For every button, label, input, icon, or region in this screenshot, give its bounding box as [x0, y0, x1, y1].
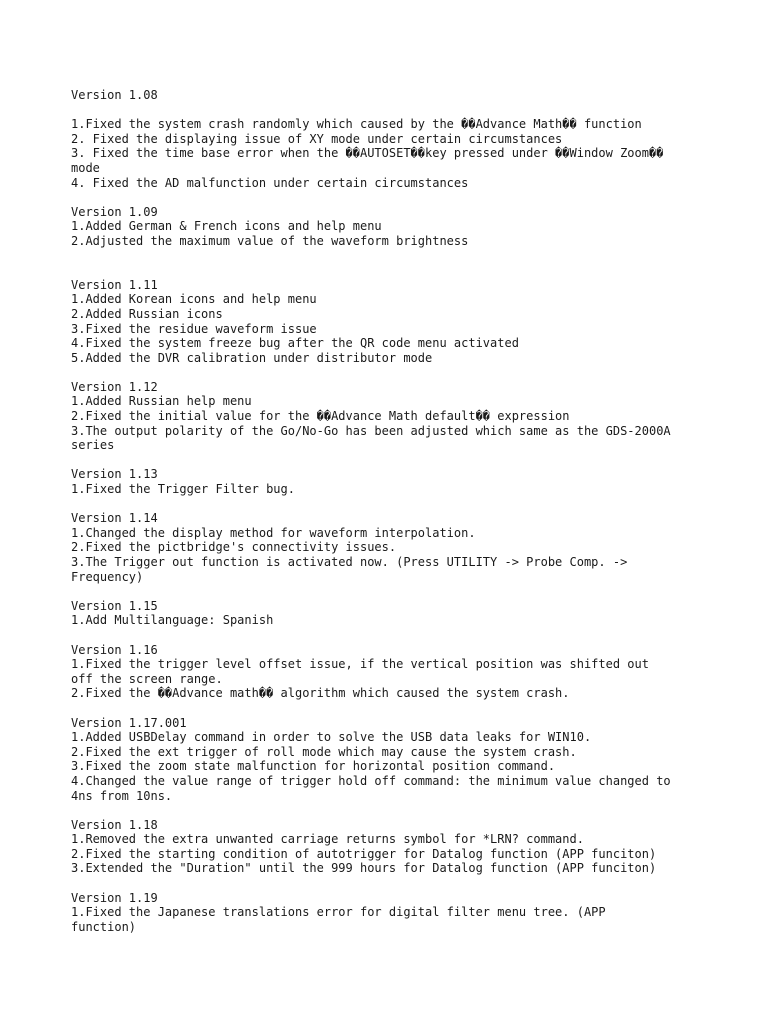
version-heading: Version 1.14	[71, 511, 158, 526]
version-section-1-19	[71, 891, 711, 935]
change-note: 3.Fixed the zoom state malfunction for horizontal position command.	[71, 759, 556, 774]
change-note: 2. Fixed the displaying issue of XY mode under certain circumstances	[71, 131, 563, 146]
change-note: 2.Fixed the initial value for the ��Advance Math default�� expression	[71, 409, 570, 424]
change-note: 3.Extended the "Duration" until the 999 hours for Datalog function (APP funciton)	[71, 861, 657, 876]
change-note: 4. Fixed the AD malfunction under certain circumstances	[71, 175, 469, 190]
version-section-1-12	[71, 380, 711, 453]
version-heading: Version 1.09	[71, 204, 158, 219]
version-heading: Version 1.08	[71, 88, 158, 102]
release-notes-document	[71, 88, 711, 949]
version-section-1-16	[71, 643, 711, 701]
change-note: 2.Fixed the starting condition of autotrigger for Datalog function (APP funciton)	[71, 846, 657, 861]
version-section-1-17-001	[71, 716, 711, 804]
version-section-1-09	[71, 205, 711, 249]
change-note: 3. Fixed the time base error when the ��AUTOSET��key pressed under ��Window Zoom�� mode	[71, 146, 664, 175]
change-note: 1.Changed the display method for waveform interpolation.	[71, 525, 476, 540]
version-section-1-18	[71, 818, 711, 876]
change-note: 2.Fixed the pictbridge's connectivity issues.	[71, 540, 397, 555]
version-heading: Version 1.16	[71, 642, 158, 657]
change-note: 1.Add Multilanguage: Spanish	[71, 613, 274, 628]
version-heading: Version 1.13	[71, 467, 158, 482]
change-note: 1.Added USBDelay command in order to solve the USB data leaks for WIN10.	[71, 730, 592, 745]
version-section-1-08	[71, 88, 711, 190]
version-section-1-14	[71, 511, 711, 584]
change-note: 3.The Trigger out function is activated now. (Press UTILITY -> Probe Comp. -> Frequency)	[71, 555, 628, 584]
change-note: 1.Fixed the trigger level offset issue, if the vertical position was shifted out off the screen range.	[71, 657, 649, 686]
change-note: 3.Fixed the residue waveform issue	[71, 321, 317, 336]
version-heading: Version 1.12	[71, 379, 158, 394]
change-note: 1.Added German & French icons and help menu	[71, 219, 382, 234]
version-section-1-15	[71, 599, 711, 628]
change-note: 4.Changed the value range of trigger hold off command: the minimum value changed to 4ns from 10ns.	[71, 773, 671, 803]
version-heading: Version 1.17.001	[71, 715, 187, 730]
change-note: 1.Added Korean icons and help menu	[71, 292, 317, 307]
change-note: 1.Removed the extra unwanted carriage returns symbol for *LRN? command.	[71, 832, 584, 847]
change-note: 3.The output polarity of the Go/No-Go has been adjusted which same as the GDS-2000A series	[71, 423, 671, 453]
change-note: 1.Added Russian help menu	[71, 394, 252, 409]
change-note: 1.Fixed the system crash randomly which caused by the ��Advance Math�� function	[71, 117, 642, 132]
change-note: 1.Fixed the Japanese translations error for digital filter menu tree. (APP function)	[71, 905, 606, 934]
version-heading: Version 1.11	[71, 277, 158, 292]
version-section-1-11	[71, 278, 711, 366]
version-heading: Version 1.18	[71, 817, 158, 832]
version-heading: Version 1.15	[71, 598, 158, 613]
change-note: 2.Added Russian icons	[71, 306, 223, 321]
change-note: 1.Fixed the Trigger Filter bug.	[71, 482, 295, 497]
change-note: 2.Adjusted the maximum value of the waveform brightness	[71, 233, 469, 248]
change-note: 5.Added the DVR calibration under distributor mode	[71, 350, 433, 365]
version-heading: Version 1.19	[71, 890, 158, 905]
change-note: 2.Fixed the ��Advance math�� algorithm which caused the system crash.	[71, 686, 570, 701]
change-note: 2.Fixed the ext trigger of roll mode which may cause the system crash.	[71, 744, 577, 759]
change-note: 4.Fixed the system freeze bug after the QR code menu activated	[71, 336, 519, 351]
version-section-1-13	[71, 467, 711, 496]
